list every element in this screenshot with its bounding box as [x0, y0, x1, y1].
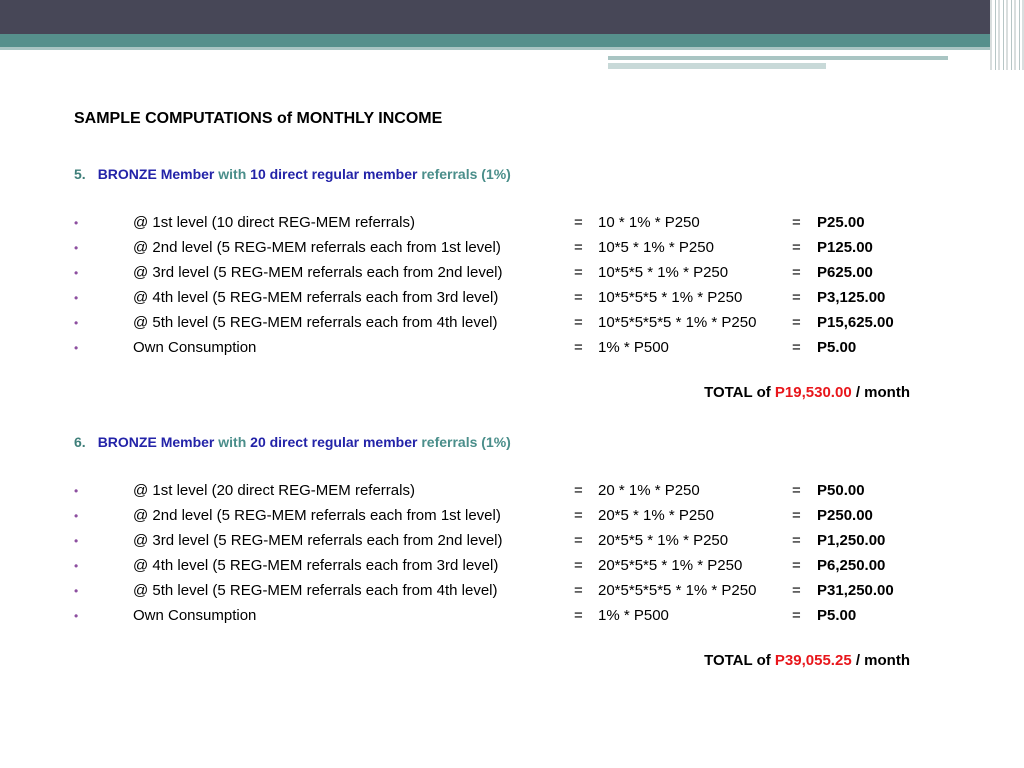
row-formula: 20*5*5*5*5 * 1% * P250: [598, 582, 757, 599]
row-result: P31,250.00: [817, 582, 894, 599]
computation-row: [0, 582, 1024, 602]
heading-referrals: referrals: [421, 434, 478, 450]
total-label: TOTAL of: [704, 652, 771, 669]
row-formula: 10*5 * 1% * P250: [598, 239, 714, 256]
computation-row: [0, 607, 1024, 627]
section-total: [704, 384, 910, 401]
computation-row: [0, 339, 1024, 359]
row-formula: 10*5*5*5 * 1% * P250: [598, 289, 743, 306]
header-band-dark: [0, 0, 1024, 34]
row-label: @ 2nd level (5 REG-MEM referrals each from 1st level): [133, 239, 501, 256]
row-formula: 20*5*5 * 1% * P250: [598, 532, 729, 549]
row-result: P6,250.00: [817, 557, 886, 574]
computation-row: [0, 482, 1024, 502]
member-tier: BRONZE Member: [97, 434, 215, 450]
equals-sign: =: [574, 239, 583, 256]
row-formula: 10 * 1% * P250: [598, 214, 700, 231]
total-amount: P39,055.25: [774, 652, 852, 669]
equals-sign: =: [574, 339, 583, 356]
heading-referrals: referrals: [421, 166, 478, 182]
computation-row: [0, 557, 1024, 577]
computation-row: [0, 289, 1024, 309]
equals-sign: =: [792, 607, 801, 624]
section-number: 5.: [74, 166, 86, 182]
row-label: Own Consumption: [133, 607, 257, 624]
row-result: P3,125.00: [817, 289, 886, 306]
computation-row: [0, 507, 1024, 527]
equals-sign: =: [574, 607, 583, 624]
header-band-light: [0, 47, 1024, 50]
header-accent-bar-short: [608, 63, 826, 69]
heading-with: with: [218, 166, 247, 182]
row-label: @ 3rd level (5 REG-MEM referrals each from 2nd level): [133, 264, 503, 281]
row-result: P25.00: [817, 214, 865, 231]
row-result: P125.00: [817, 239, 873, 256]
section-heading: [74, 166, 511, 182]
member-tier: BRONZE Member: [97, 166, 215, 182]
equals-sign: =: [792, 314, 801, 331]
total-label: TOTAL of: [704, 384, 771, 401]
row-label: @ 4th level (5 REG-MEM referrals each from 3rd level): [133, 289, 499, 306]
row-result: P5.00: [817, 339, 857, 356]
row-label: Own Consumption: [133, 339, 257, 356]
bullet-icon: •: [74, 584, 79, 598]
heading-with: with: [218, 434, 247, 450]
computation-row: [0, 314, 1024, 334]
row-label: @ 3rd level (5 REG-MEM referrals each from 2nd level): [133, 532, 503, 549]
section-heading: [74, 434, 511, 450]
equals-sign: =: [792, 482, 801, 499]
bullet-icon: •: [74, 609, 79, 623]
row-formula: 10*5*5*5*5 * 1% * P250: [598, 314, 757, 331]
bullet-icon: •: [74, 559, 79, 573]
equals-sign: =: [792, 532, 801, 549]
computation-row: [0, 532, 1024, 552]
row-formula: 20*5 * 1% * P250: [598, 507, 714, 524]
row-label: @ 5th level (5 REG-MEM referrals each from 4th level): [133, 582, 498, 599]
heading-percent: (1%): [481, 434, 511, 450]
bullet-icon: •: [74, 534, 79, 548]
equals-sign: =: [792, 264, 801, 281]
bullet-icon: •: [74, 316, 79, 330]
equals-sign: =: [792, 239, 801, 256]
equals-sign: =: [574, 264, 583, 281]
row-formula: 1% * P500: [598, 339, 669, 356]
equals-sign: =: [792, 289, 801, 306]
heading-percent: (1%): [481, 166, 511, 182]
total-suffix: / month: [855, 384, 910, 401]
equals-sign: =: [574, 289, 583, 306]
computation-row: [0, 264, 1024, 284]
section-total: [704, 652, 910, 669]
equals-sign: =: [792, 557, 801, 574]
equals-sign: =: [792, 214, 801, 231]
row-formula: 1% * P500: [598, 607, 669, 624]
referral-count: 20 direct regular member: [250, 434, 418, 450]
equals-sign: =: [792, 339, 801, 356]
computation-row: [0, 239, 1024, 259]
equals-sign: =: [574, 507, 583, 524]
equals-sign: =: [574, 557, 583, 574]
row-formula: 20 * 1% * P250: [598, 482, 700, 499]
row-result: P5.00: [817, 607, 857, 624]
bullet-icon: •: [74, 241, 79, 255]
equals-sign: =: [574, 582, 583, 599]
bullet-icon: •: [74, 216, 79, 230]
header-accent-bar: [608, 56, 948, 60]
row-result: P50.00: [817, 482, 865, 499]
row-formula: 10*5*5 * 1% * P250: [598, 264, 729, 281]
page-title: SAMPLE COMPUTATIONS of MONTHLY INCOME: [74, 110, 443, 127]
row-label: @ 2nd level (5 REG-MEM referrals each from 1st level): [133, 507, 501, 524]
row-label: @ 4th level (5 REG-MEM referrals each from 3rd level): [133, 557, 499, 574]
row-label: @ 1st level (20 direct REG-MEM referrals): [133, 482, 415, 499]
header-band-teal: [0, 34, 1024, 47]
total-amount: P19,530.00: [774, 384, 852, 401]
computation-row: [0, 214, 1024, 234]
bullet-icon: •: [74, 291, 79, 305]
header-stripes: [990, 0, 1024, 70]
equals-sign: =: [574, 482, 583, 499]
row-result: P250.00: [817, 507, 873, 524]
row-label: @ 5th level (5 REG-MEM referrals each from 4th level): [133, 314, 498, 331]
section-number: 6.: [74, 434, 86, 450]
equals-sign: =: [574, 214, 583, 231]
bullet-icon: •: [74, 484, 79, 498]
bullet-icon: •: [74, 266, 79, 280]
referral-count: 10 direct regular member: [250, 166, 418, 182]
equals-sign: =: [792, 507, 801, 524]
equals-sign: =: [792, 582, 801, 599]
row-result: P625.00: [817, 264, 873, 281]
row-result: P1,250.00: [817, 532, 886, 549]
bullet-icon: •: [74, 341, 79, 355]
total-suffix: / month: [855, 652, 910, 669]
row-result: P15,625.00: [817, 314, 894, 331]
equals-sign: =: [574, 314, 583, 331]
equals-sign: =: [574, 532, 583, 549]
row-formula: 20*5*5*5 * 1% * P250: [598, 557, 743, 574]
row-label: @ 1st level (10 direct REG-MEM referrals): [133, 214, 415, 231]
bullet-icon: •: [74, 509, 79, 523]
